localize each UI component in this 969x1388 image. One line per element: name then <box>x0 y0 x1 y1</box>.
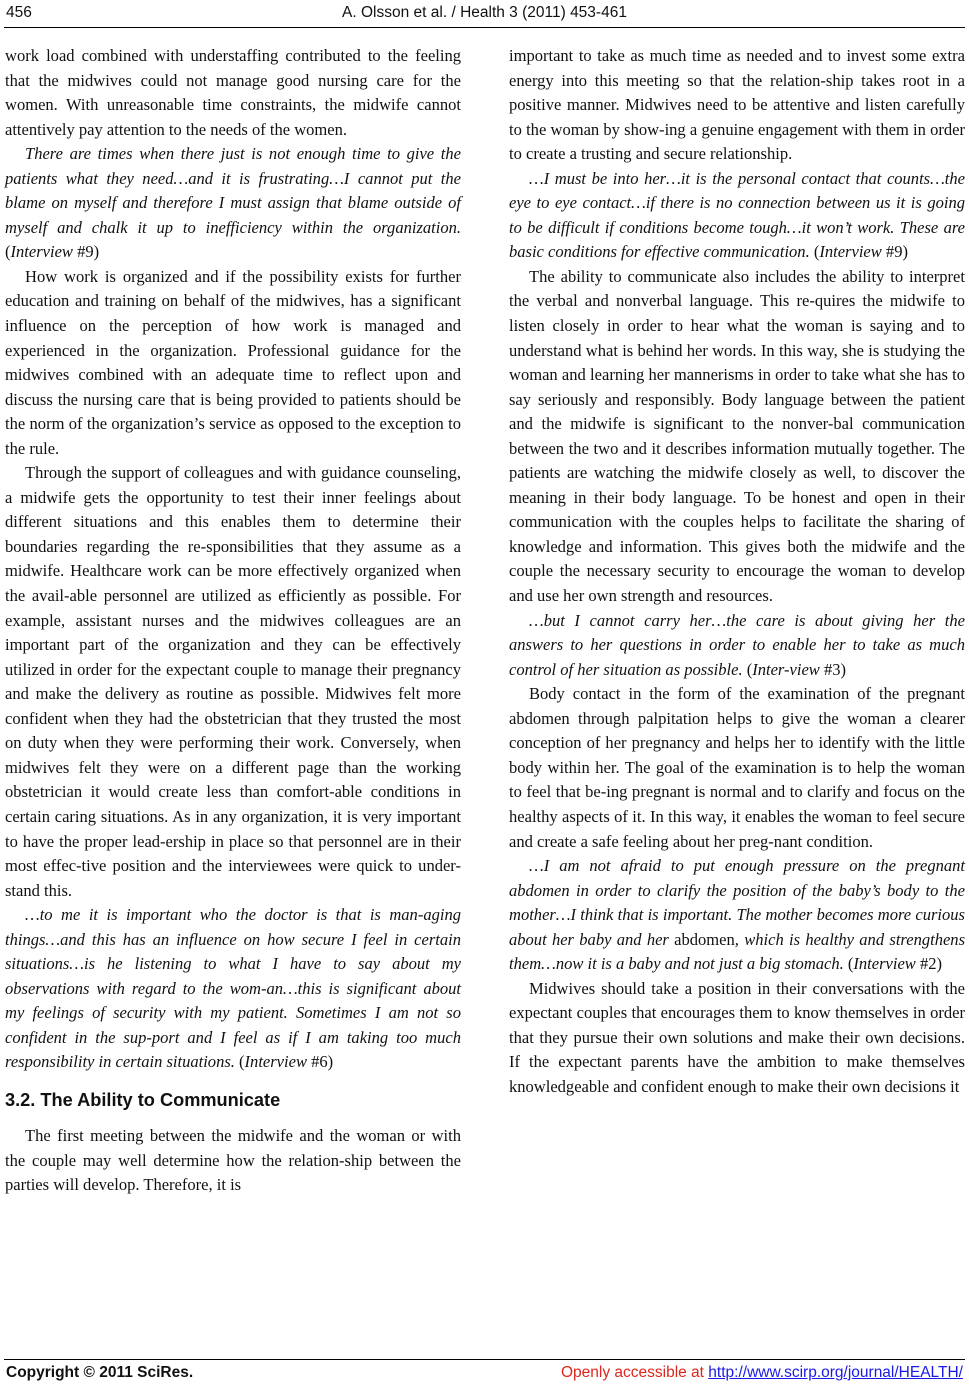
quote-citation: (Interview #9) <box>5 242 100 262</box>
copyright-notice: Copyright © 2011 SciRes. <box>6 1364 194 1381</box>
quote-citation: (Inter-view #3) <box>742 659 847 679</box>
paragraph: Through the support of colleagues and with guidance counseling, a midwife gets the opportunity to test their inner feelings about different situations and this enables them to determine their boundaries regarding the re-sponsibilities that they assume as a midwife. Healthcare work can be more effectively organized when the avail-able personnel are utilized as efficiently as possible. For example, assistant nurses and the midwives colleagues are an important part of the organization and they can be effectively utilized in order for the expectant couple to manage their pregnancy and make the delivery as routine as possible. Midwives felt more confident when they had the obstetrician that they trusted the most on duty when they were performing their work. Conversely, when midwives felt they were on a different page than the working obstetrician it would create less than comfort-able conditions in certain caring situations. As in any organization, it is very important to have the proper lead-ership in place so that personnel are in their most effec-tive position and the interviewees were quick to under-stand this. <box>5 463 461 900</box>
left-column <box>5 44 461 1198</box>
quote-citation: (Interview #6) <box>234 1052 334 1072</box>
quote-text: , which is healthy and strengthens them…now it is a baby and not just a big stomach. <box>509 929 965 974</box>
section-heading: 3.2. The Ability to Communicate <box>5 1089 281 1110</box>
interview-quote <box>509 167 965 265</box>
open-access-notice <box>561 1362 963 1384</box>
header-rule <box>4 27 965 28</box>
paragraph: Midwives should take a position in their conversations with the expectant couples that encourages them to know themselves in order that they pursue their own solutions and make their own decisions. If the expectant parents have the ambition to make themselves knowledgeable and confident enough to make their own decisions it <box>509 978 965 1096</box>
paragraph: The ability to communicate also includes the ability to interpret the verbal and nonverbal language. This re-quires the midwife to listen closely in order to hear what the woman is saying and to understand what is behind her words. In this way, she is studying the woman and learning her mannerisms in order to take what she has to say seriously and responsibly. Body language between the patient and the midwife is significant to the nonver-bal communication between the two and it describes information mutually together. The patients are watching the midwife closely as well, to discover the meaning in their body language. To be honest and open in their communication with the couples helps to facilitate the sharing of knowledge and information. This gives both the midwife and the couple the necessary security to encourage the woman to develop and use her own strength and resources. <box>509 266 965 606</box>
paragraph: important to take as much time as needed and to invest some extra energy into this meeting so that the relation-ship takes root in a positive manner. Midwives need to be attentive and listen carefully to the woman by show-ing a genuine engagement with them in order to create a trusting and secure relationship. <box>509 46 965 164</box>
interview-quote <box>5 142 461 265</box>
interview-quote <box>509 609 965 683</box>
interview-quote <box>509 854 965 977</box>
quote-text: …I am not afraid to put enough pressure on the pregnant abdomen in order to clarify the position of the baby’s body to the mother…I think that is important. The mother becomes more curious about her baby and her <box>509 856 965 949</box>
open-access-label: Openly accessible at <box>560 1364 709 1381</box>
quote-text: …but I cannot carry her…the care is about giving her the answers to her questions in order to enable her to take as much control of her situation as possible. <box>509 610 965 679</box>
quote-citation: (Interview #2) <box>843 954 943 974</box>
quote-text: There are times when there just is not enough time to give the patients what they need…and it is frustrating…I cannot put the blame on myself and therefore I must assign that blame outside of myself and chalk it up to inefficiency within the organization. <box>5 144 461 237</box>
quote-text: …I must be into her…it is the personal contact that counts…the eye to eye contact…if there is no connection between us it is going to be difficult if conditions become tough…it won’t work. These are basic conditions for effective communication. <box>509 168 965 262</box>
running-head: A. Olsson et al. / Health 3 (2011) 453-461 <box>342 4 627 21</box>
footer-rule <box>4 1359 965 1360</box>
paragraph: Body contact in the form of the examination of the pregnant abdomen through palpitation helps to give the woman a clearer conception of her pregnancy and helps her to identify with the little body within her. The goal of the examination is to help the woman to feel that be-ing pregnant is normal and to clarify and focus on the healthy aspects of it. In this way, it enables the woman to feel secure and create a safe feeling about her preg-nant condition. <box>509 684 965 851</box>
right-column <box>509 44 965 1100</box>
paragraph: The first meeting between the midwife and the woman or with the couple may well determine how the relation-ship between the parties will develop. Therefore, it is <box>5 1125 461 1195</box>
page-number: 456 <box>6 4 32 21</box>
page-header <box>6 2 963 24</box>
quote-upright-word: abdomen <box>674 929 735 949</box>
interview-quote <box>5 903 461 1075</box>
paragraph: How work is organized and if the possibility exists for further education and training on behalf of the midwives, has a significant influence on the perception of how work is managed and experienced in the organization. Professional guidance for the midwives combined with an adequate time to reflect upon and discuss the nursing care that is being provided to patients should be the norm of the organization’s service as opposed to the exception to the rule. <box>5 266 461 458</box>
journal-link[interactable]: http://www.scirp.org/journal/HEALTH/ <box>708 1364 963 1381</box>
quote-text: …to me it is important who the doctor is that is man-aging things…and this has an influence on how secure I feel in certain situations…is he listening to what I have to say about my observations with regard to the wom-an…this is significant about my feelings of security with my patient. Sometimes I am not so confident in the sup-port and I feel as if I am taking too much responsibility in certain situations. <box>5 905 461 1072</box>
paragraph: work load combined with understaffing contributed to the feeling that the midwives could not manage good nursing care for the women. With unreasonable time constraints, the midwife cannot attentively pay attention to the needs of the women. <box>5 46 461 139</box>
quote-citation: (Interview #9) <box>809 242 908 262</box>
page-footer <box>6 1362 963 1384</box>
